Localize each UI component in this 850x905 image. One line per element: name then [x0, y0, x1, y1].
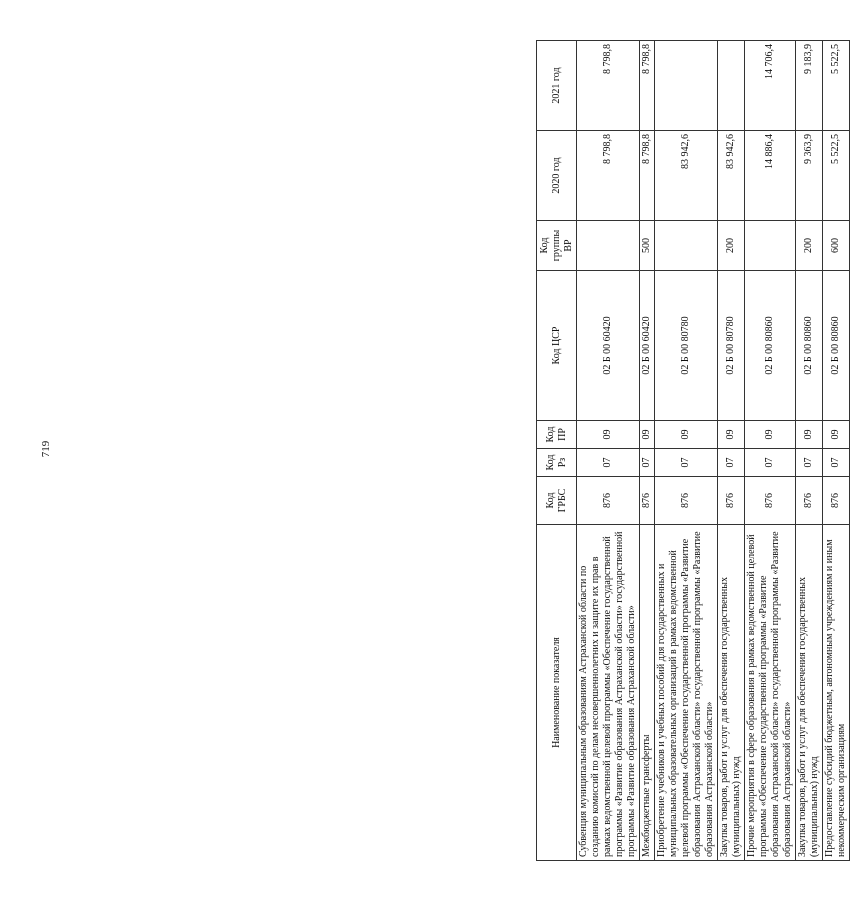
header-name: Наименование показателя [537, 525, 577, 861]
row-pr: 09 [796, 421, 823, 449]
row-csr: 02 Б 00 80860 [745, 271, 796, 421]
row-grbs: 876 [577, 477, 640, 525]
header-2021: 2021 год [537, 41, 577, 131]
row-2021: 5 522,5 [823, 41, 850, 131]
row-csr: 02 Б 00 80780 [718, 271, 745, 421]
row-name: Закупка товаров, работ и услуг для обеспечения государственных (муниципальных) нужд [718, 525, 745, 861]
row-vr [577, 221, 640, 271]
row-vr: 600 [823, 221, 850, 271]
row-pr: 09 [655, 421, 718, 449]
header-vr: Код группы ВР [537, 221, 577, 271]
row-rz: 07 [655, 449, 718, 477]
row-name: Приобретение учебников и учебных пособий для государственных и муниципальных образовательных организаций в рамках ведомственной целевой программы «Обеспечение государственной программы «Развитие образования Астраханской области» государственной программы «Развитие образования Астраханской области» [655, 525, 718, 861]
table-row [640, 41, 655, 861]
row-name: Закупка товаров, работ и услуг для обеспечения государственных (муниципальных) нужд [796, 525, 823, 861]
row-vr [655, 221, 718, 271]
row-grbs: 876 [640, 477, 655, 525]
row-pr: 09 [640, 421, 655, 449]
table-row [655, 41, 718, 861]
row-2021 [655, 41, 718, 131]
budget-table [536, 40, 850, 861]
row-grbs: 876 [718, 477, 745, 525]
row-rz: 07 [640, 449, 655, 477]
table-row [823, 41, 850, 861]
row-vr: 200 [796, 221, 823, 271]
row-2020: 83 942,6 [655, 131, 718, 221]
row-grbs: 876 [796, 477, 823, 525]
row-vr [745, 221, 796, 271]
row-name: Межбюджетные трансферты [640, 525, 655, 861]
row-csr: 02 Б 00 80860 [823, 271, 850, 421]
row-2020: 8 798,8 [640, 131, 655, 221]
row-csr: 02 Б 00 60420 [640, 271, 655, 421]
row-pr: 09 [718, 421, 745, 449]
table-row [718, 41, 745, 861]
row-name: Прочие мероприятия в сфере образования в рамках ведомственной целевой программы «Обеспечение государственной программы «Развитие образования Астраханской области» государственной программы «Развитие образования Астраханской области» [745, 525, 796, 861]
row-2021: 8 798,8 [640, 41, 655, 131]
row-2021 [718, 41, 745, 131]
row-rz: 07 [796, 449, 823, 477]
row-grbs: 876 [655, 477, 718, 525]
row-name: Субвенция муниципальным образованиям Астраханской области по созданию комиссий по делам несовершеннолетних и защите их прав в рамках ведомственной целевой программы «Обеспечение государственной программы «Развитие образования Астраханской области» государственной программы «Развитие образования Астраханской области» [577, 525, 640, 861]
header-pr: Код ПР [537, 421, 577, 449]
row-grbs: 876 [823, 477, 850, 525]
header-grbs: Код ГРБС [537, 477, 577, 525]
row-2021: 14 706,4 [745, 41, 796, 131]
row-rz: 07 [823, 449, 850, 477]
row-2020: 8 798,8 [577, 131, 640, 221]
header-csr: Код ЦСР [537, 271, 577, 421]
row-2020: 5 522,5 [823, 131, 850, 221]
page-number: 719 [40, 440, 52, 458]
row-rz: 07 [577, 449, 640, 477]
row-pr: 09 [577, 421, 640, 449]
row-rz: 07 [718, 449, 745, 477]
row-vr: 200 [718, 221, 745, 271]
row-vr: 500 [640, 221, 655, 271]
row-2020: 14 886,4 [745, 131, 796, 221]
header-2020: 2020 год [537, 131, 577, 221]
table-row [745, 41, 796, 861]
table-row [796, 41, 823, 861]
row-pr: 09 [823, 421, 850, 449]
row-csr: 02 Б 00 60420 [577, 271, 640, 421]
table-row [577, 41, 640, 861]
row-csr: 02 Б 00 80860 [796, 271, 823, 421]
row-2020: 83 942,6 [718, 131, 745, 221]
row-2020: 9 363,9 [796, 131, 823, 221]
row-rz: 07 [745, 449, 796, 477]
row-name: Предоставление субсидий бюджетным, автономным учреждениям и иным некоммерческим организациям [823, 525, 850, 861]
row-csr: 02 Б 00 80780 [655, 271, 718, 421]
table-header-row [537, 41, 577, 861]
row-grbs: 876 [745, 477, 796, 525]
header-rz: Код Рз [537, 449, 577, 477]
row-2021: 8 798,8 [577, 41, 640, 131]
row-pr: 09 [745, 421, 796, 449]
row-2021: 9 183,9 [796, 41, 823, 131]
